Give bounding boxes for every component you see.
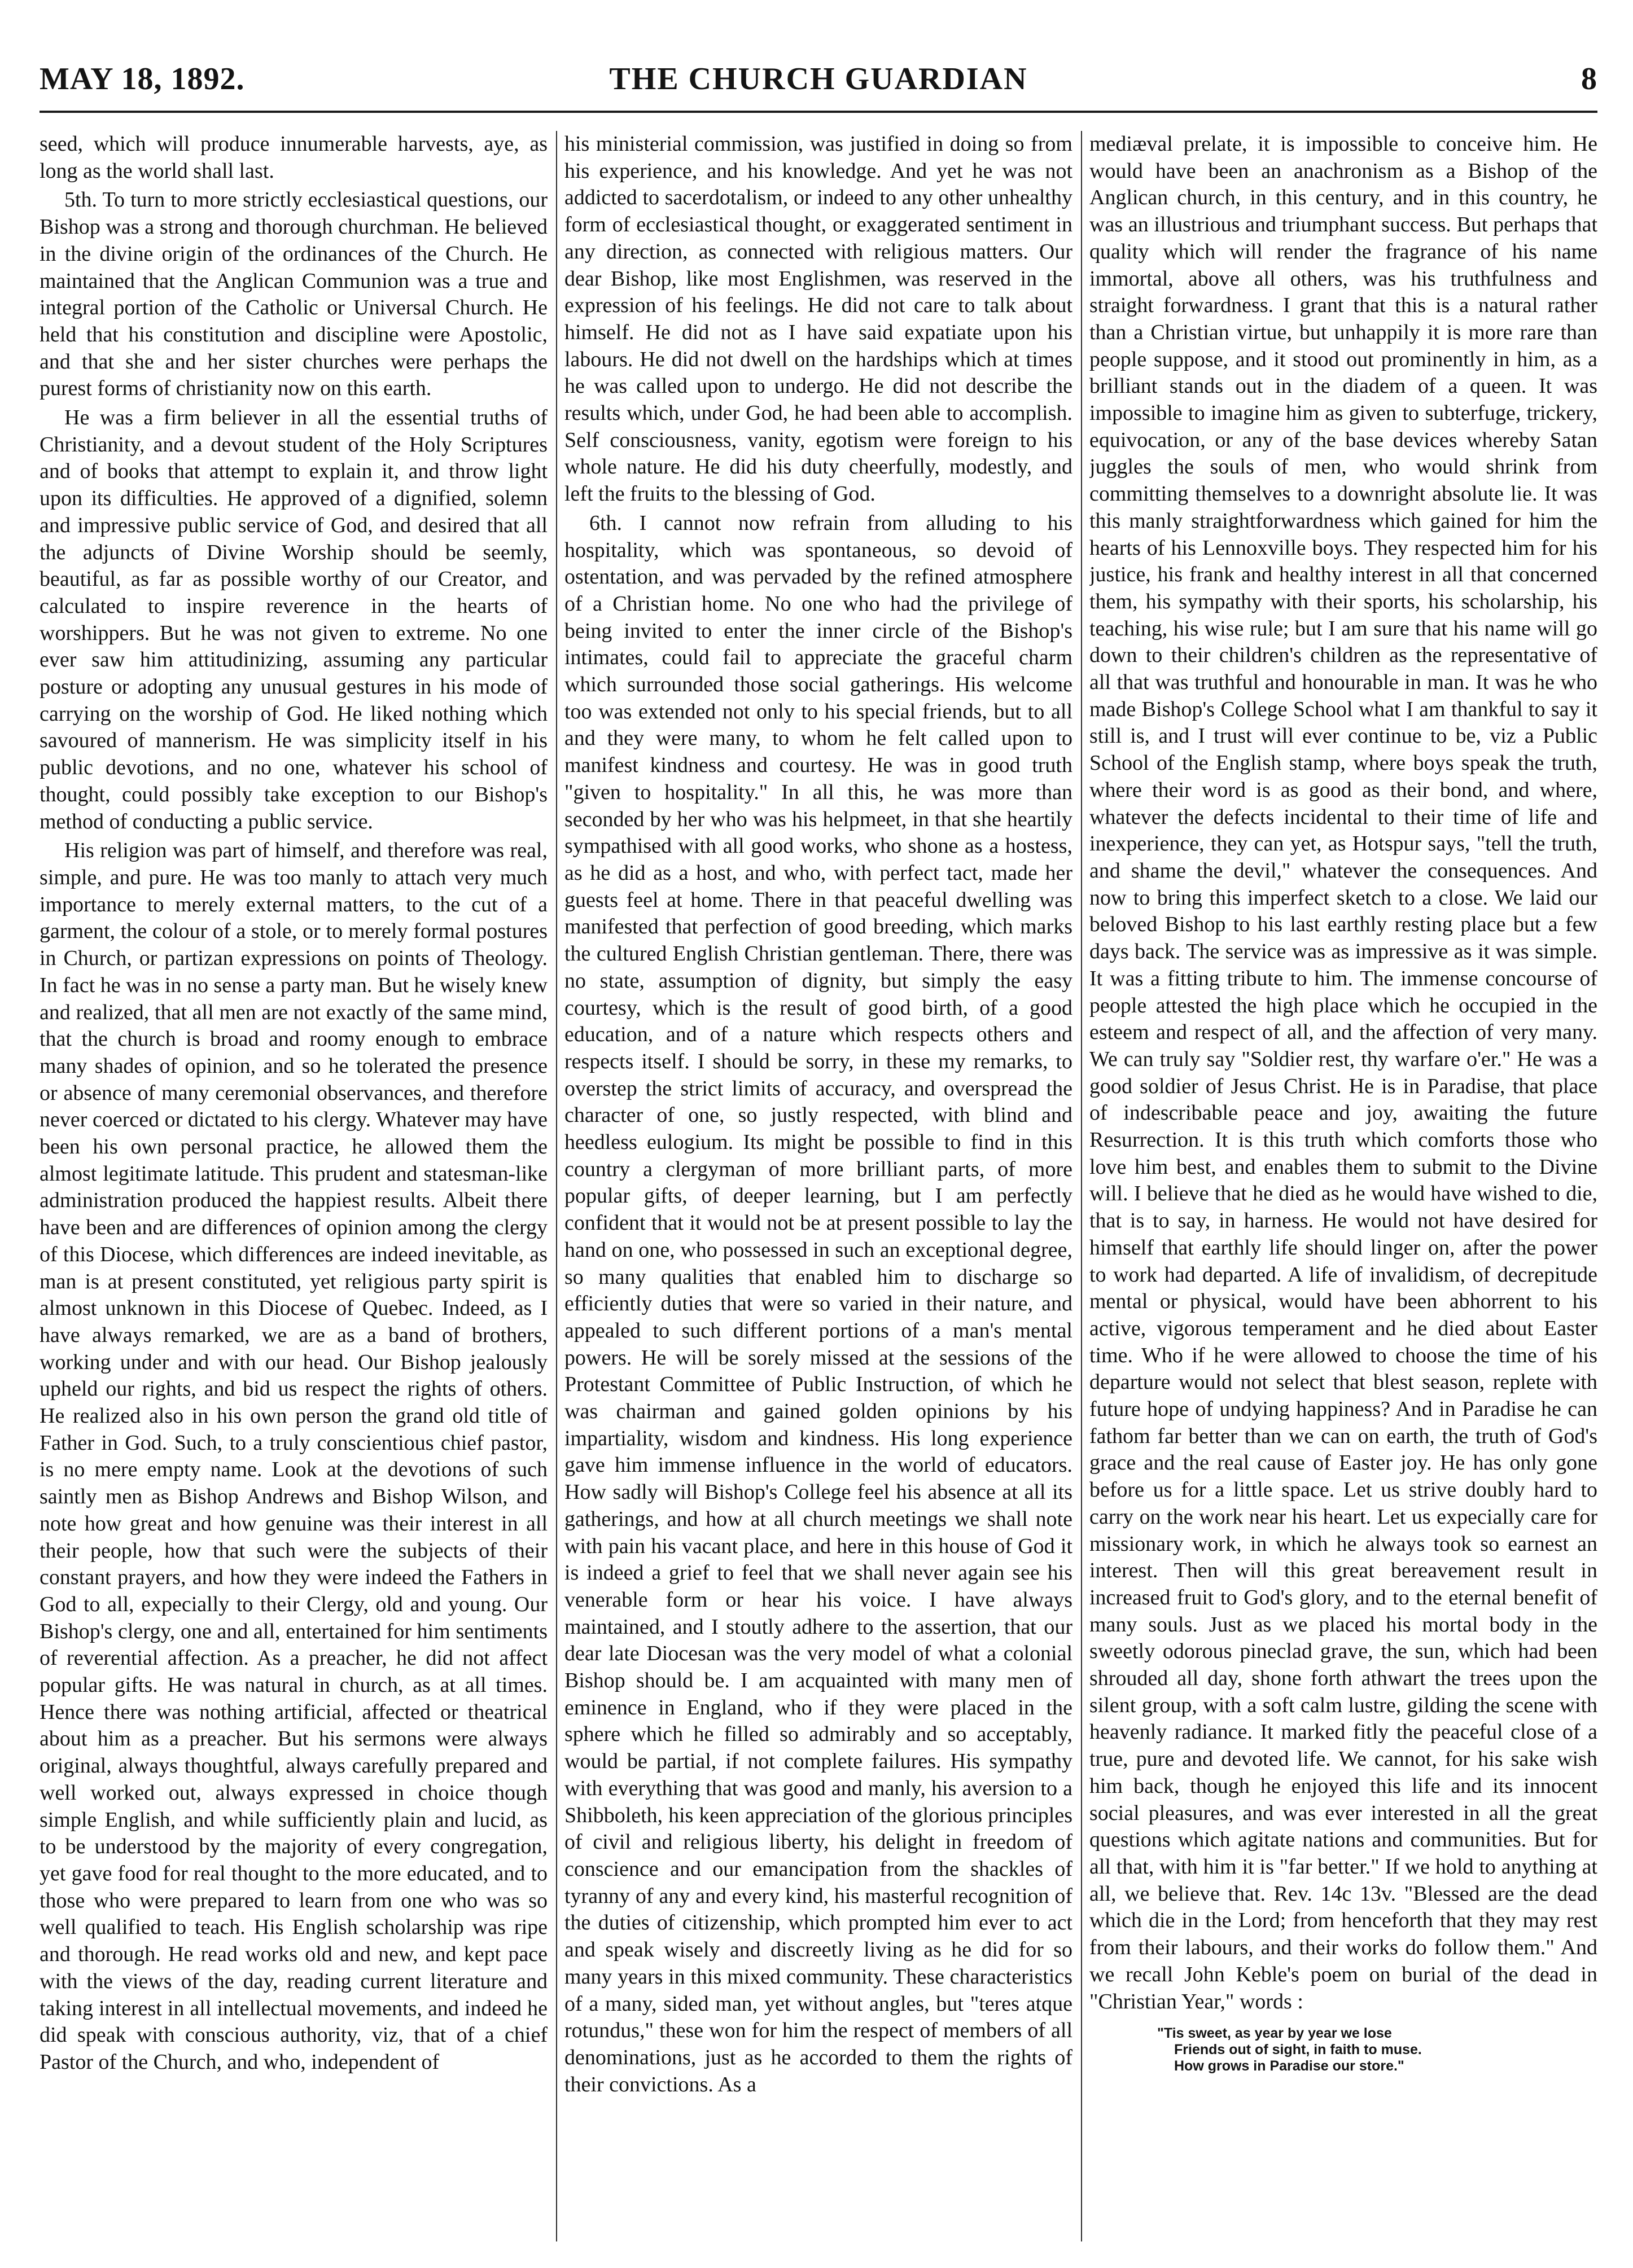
paragraph: 5th. To turn to more strictly ecclesiastical questions, our Bishop was a strong and thorough churchman. He believed in the divine origin of the ordinances of the Church. He maintained that the Anglican Communion was a true and integral portion of the Catholic or Universal Church. He held that his constitution and discipline were Apostolic, and that she and her sister churches were perhaps the purest forms of christianity now on this earth. [40,188,548,401]
issue-date: MAY 18, 1892. [40,62,245,96]
newspaper-title: THE CHURCH GUARDIAN [609,62,1028,96]
verse-quotation [1157,2025,1597,2074]
verse-line: Friends out of sight, in faith to muse. [1174,2042,1422,2058]
paragraph: 6th. I cannot now refrain from alluding to his hospitality, which was spontaneous, so devoid of ostentation, and was pervaded by the refined atmosphere of a Christian home. No one who had the privilege of being invited to enter the inner circle of the Bishop's intimates, could fail to appreciate the graceful charm which surrounded those social gatherings. His welcome too was extended not only to his special friends, but to all and they were many, to whom he felt called upon to manifest kindness and courtesy. He was in good truth "given to hospitality." In all this, he was more than seconded by her who was his helpmeet, in that she heartily sympathised with all good works, who shone as a hostess, as he did as a host, and who, with perfect tact, made her guests feel at home. There in that peaceful dwelling was manifested that perfection of good breeding, which marks the cultured English Christian gentleman. There, there was no state, assumption of dignity, but simply the easy courtesy, which is the result of good birth, of a good education, and of a nature which respects others and respects itself. I should be sorry, in these my remarks, to overstep the strict limits of accuracy, and overspread the character of one, so justly respected, with blind and heedless eulogium. Its might be possible to find in this country a clergyman of more brilliant parts, of more popular gifts, of deeper learning, but I am perfectly confident that it would not be at present possible to lay the hand on one, who possessed in such an exceptional degree, so many qualities that enabled him to discharge so efficiently duties that were so varied in their nature, and appealed to such different portions of a man's mental powers. He will be sorely missed at the sessions of the Protestant Committee of Public Instruction, of which he was chairman and gained golden opinions by his impartiality, wisdom and kindness. His long experience gave him immense influence in the world of educators. How sadly will Bishop's College feel his absence at all its gatherings, and how at all church meetings we shall note with pain his vacant place, and here in this house of God it is indeed a grief to feel that we shall never again see his venerable form or hear his voice. I have always maintained, and I stoutly adhere to the assertion, that our dear late Diocesan was the very model of what a colonial Bishop should be. I am acquainted with many men of eminence in England, who if they were placed in the sphere which he filled so admirably and so acceptably, would be partial, if not complete failures. His sympathy with everything that was good and manly, his aversion to a Shibboleth, his keen appreciation of the glorious principles of civil and religious liberty, his delight in freedom of conscience and our emancipation from the shackles of tyranny of any and every kind, his masterful recognition of the duties of citizenship, which prompted him ever to act and speak wisely and discreetly living as he did for so many years in this mixed community. These characteristics of a many, sided man, yet without angles, but "teres atque rotundus," these won for him the respect of members of all denominations, just as he accorded to them the rights of their convictions. As a [564,511,1072,2096]
verse-line: How grows in Paradise our store." [1174,2058,1404,2074]
paragraph: seed, which will produce innumerable harvests, aye, as long as the world shall last. [40,132,548,183]
column-divider [1081,131,1082,2241]
column-3 [1089,131,1597,2241]
paragraph: mediæval prelate, it is impossible to conceive him. He would have been an anachronism as a Bishop of the Anglican church, in this century, and in this country, he was an illustrious and triumphant success. But perhaps that quality which will render the fragrance of his name immortal, above all others, was his truthfulness and straight forwardness. I grant that this is a natural rather than a Christian virtue, but unhappily it is more rare than people suppose, and it stood out prominently in him, as a brilliant stands out in the diadem of a queen. It was impossible to imagine him as given to subterfuge, trickery, equivocation, or any of the base devices whereby Satan juggles the souls of men, who would shrink from committing themselves to a downright absolute lie. It was this manly straightforwardness which gained for him the hearts of his Lennoxville boys. They respected him for his justice, his frank and healthy interest in all that concerned them, his sympathy with their sports, his scholarship, his teaching, his wise rule; but I am sure that his name will go down to their children's children as the representative of all that was truthful and honourable in man. It was he who made Bishop's College School what I am thankful to say it still is, and I trust will ever continue to be, viz a Public School of the English stamp, where boys speak the truth, where their word is as good as their bond, and where, whatever the defects incidental to their time of life and inexperience, they can yet, as Hotspur says, "tell the truth, and shame the devil," whatever the consequences. And now to bring this imperfect sketch to a close. We laid our beloved Bishop to his last earthly resting place but a few days back. The service was as impressive as it was simple. It was a fitting tribute to him. The immense concourse of people attested the high place which he occupied in the esteem and respect of all, and the affection of very many. We can truly say "Soldier rest, thy warfare o'er." He was a good soldier of Jesus Christ. He is in Paradise, that place of indescribable peace and joy, awaiting the future Resurrection. It is this truth which comforts those who love him best, and enables them to submit to the Divine will. I believe that he died as he would have wished to die, that is to say, in harness. He would not have desired for himself that earthly life should linger on, after the power to work had departed. A life of invalidism, of decrepitude mental or physical, would have been abhorrent to his active, vigorous temperament and he died about Easter time. Who if he were allowed to choose the time of his departure would not select that blest season, replete with future hope of undying happiness? And in Paradise he can fathom far better than we can on earth, the truth of God's grace and the real cause of Easter joy. He has only gone before us for a little space. Let us strive doubly hard to carry on the work near his heart. Let us expecially care for missionary work, in which he always took so earnest an interest. Then will this great bereavement result in increased fruit to God's glory, and to the eternal benefit of many souls. Just as we placed his mortal body in the sweetly odorous pineclad grave, the sun, which had been shrouded all day, shone forth athwart the trees upon the silent group, with a soft calm lustre, gilding the scene with heavenly radiance. It marked fitly the peaceful close of a true, pure and devoted life. We cannot, for his sake wish him back, though he enjoyed this life and its innocent social pleasures, and was ever interested in all the great questions which agitate nations and communities. But for all that, with him it is "far better." If we hold to anything at all, we believe that. Rev. 14c 13v. "Blessed are the dead which die in the Lord; from henceforth that they may rest from their labours, and their works do follow them." And we recall John Keble's poem on burial of the dead in "Christian Year," words : [1089,132,1597,2013]
paragraph: his ministerial commission, was justified in doing so from his experience, and his knowledge. And yet he was not addicted to sacerdotalism, or indeed to any other unhealthy form of ecclesiastical thought, or exaggerated sentiment in any direction, as connected with religious matters. Our dear Bishop, like most Englishmen, was reserved in the expression of his feelings. He did not care to talk about himself. He did not as I have said expatiate upon his labours. He did not dwell on the hardships which at times he was called upon to undergo. He did not describe the results which, under God, he had been able to accomplish. Self consciousness, vanity, egotism were foreign to his whole nature. He did his duty cheerfully, modestly, and left the fruits to the blessing of God. [564,132,1072,506]
page-number: 8 [1581,62,1597,96]
masthead-rule [40,111,1597,113]
column-1 [40,131,548,2241]
masthead [40,61,1597,112]
column-divider [556,131,557,2241]
verse-line: "Tis sweet, as year by year we lose [1157,2025,1392,2042]
paragraph: His religion was part of himself, and therefore was real, simple, and pure. He was too manly to attach very much importance to merely external matters, to the cut of a garment, the colour of a stole, or to merely formal postures in Church, or partizan expressions on points of Theology. In fact he was in no sense a party man. But he wisely knew and realized, that all men are not exactly of the same mind, that the church is broad and roomy enough to embrace many shades of opinion, and so he tolerated the presence or absence of many ceremonial observances, and therefore never coerced or dictated to his clergy. Whatever may have been his own personal practice, he allowed them the almost legitimate latitude. This prudent and statesman-like administration produced the happiest results. Albeit there have been and are differences of opinion among the clergy of this Diocese, which differences are indeed inevitable, as man is at present constituted, yet religious party spirit is almost unknown in this Diocese of Quebec. Indeed, as I have always remarked, we are as a band of brothers, working under and with our head. Our Bishop jealously upheld our rights, and bid us respect the rights of others. He realized also in his own person the grand old title of Father in God. Such, to a truly conscientious chief pastor, is no mere empty name. Look at the devotions of such saintly men as Bishop Andrews and Bishop Wilson, and note how great and how genuine was their interest in all their people, how that such were the subjects of their constant prayers, and how they were indeed the Fathers in God to all, expecially to their Clergy, old and young. Our Bishop's clergy, one and all, entertained for him sentiments of reverential affection. As a preacher, he did not affect popular gifts. He was natural in church, as at all times. Hence there was nothing artificial, affected or theatrical about him as a preacher. But his sermons were always original, always thoughtful, always carefully prepared and well worked out, always expressed in choice though simple English, and while sufficiently plain and lucid, as to be understood by the majority of every congregation, yet gave food for real thought to the more educated, and to those who were prepared to learn from one who was so well qualified to teach. His English scholarship was ripe and thorough. He read works old and new, and kept pace with the views of the day, reading current literature and taking interest in all intellectual movements, and indeed he did speak with conscious authority, viz, that of a chief Pastor of the Church, and who, independent of [40,839,548,2074]
column-2 [564,131,1072,2241]
paragraph: He was a firm believer in all the essential truths of Christianity, and a devout student of the Holy Scriptures and of books that attempt to explain it, and throw light upon its difficulties. He approved of a dignified, solemn and impressive public service of God, and desired that all the adjuncts of Divine Worship should be seemly, beautiful, as far as possible worthy of our Creator, and calculated to inspire reverence in the hearts of worshippers. But he was not given to extreme. No one ever saw him attitudinizing, assuming any particular posture or adopting any unusual gestures in his mode of carrying on the worship of God. He liked nothing which savoured of mannerism. He was simplicity itself in his public devotions, and no one, whatever his school of thought, could possibly take exception to our Bishop's method of conducting a public service. [40,406,548,833]
